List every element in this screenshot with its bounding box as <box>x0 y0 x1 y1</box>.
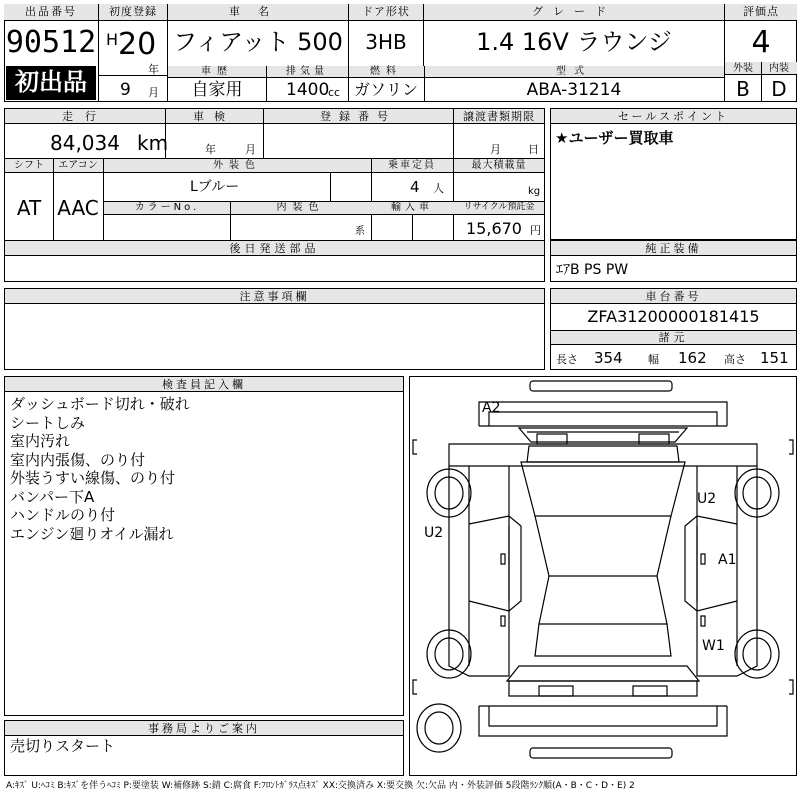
month-unit: 月 <box>148 86 159 99</box>
sales-points-text: ★ユーザー買取車 <box>555 129 674 147</box>
mark-left-side: U2 <box>424 525 444 541</box>
import-label: 輸入車 <box>391 202 433 213</box>
grade-header: グレード <box>424 4 724 21</box>
capacity: 4 <box>410 178 420 196</box>
inspector-lines <box>10 395 400 543</box>
width: 162 <box>678 349 707 367</box>
era: H <box>106 30 119 49</box>
door: 3HB <box>365 30 407 54</box>
mark-front: A2 <box>482 400 501 416</box>
max-load-unit: kg <box>528 186 541 197</box>
capacity-label: 乗車定員 <box>388 160 436 171</box>
interior-color-label: 内装色 <box>276 202 325 213</box>
mileage-label: 走行 <box>62 110 108 123</box>
office-header: 事務局よりご案内 <box>5 721 403 736</box>
mark-right-rear: W1 <box>702 638 725 654</box>
mark-right-side: A1 <box>718 552 737 568</box>
shift: AT <box>16 196 42 220</box>
office-text: 売切りスタート <box>10 737 116 755</box>
year-unit: 年 <box>148 63 159 76</box>
interior-label: 内装 <box>769 63 789 74</box>
height: 151 <box>760 349 789 367</box>
inspector-line: 室内汚れ <box>10 432 71 450</box>
score-header: 評価点 <box>725 4 797 21</box>
fuel-label: 燃料 <box>370 66 402 77</box>
inspection-month-unit: 月 <box>245 143 256 156</box>
length-label: 長さ <box>556 353 578 366</box>
transfer-label: 譲渡書類期限 <box>463 110 535 123</box>
recycle-label: リサイクル預託金 <box>463 202 535 212</box>
car-name: フィアット 500 <box>173 28 343 56</box>
inspector-line: エンジン廻りオイル漏れ <box>10 524 174 543</box>
inspector-line: ハンドルのり付 <box>10 506 116 524</box>
interior-grade: D <box>771 77 787 101</box>
shift-label: シフト <box>14 160 44 171</box>
first-reg-header: 初度登録 <box>99 4 167 21</box>
car-diagram <box>409 376 797 776</box>
later-parts-label: 後日発送部品 <box>229 242 320 255</box>
history-label: 車歴 <box>201 66 233 77</box>
sales-points-header: セールスポイント <box>551 109 796 124</box>
lot-no: 90512 <box>5 25 97 60</box>
recycle-unit: 円 <box>530 224 541 237</box>
height-label: 高さ <box>724 353 746 366</box>
mark-right-front: U2 <box>697 491 717 507</box>
max-load-label: 最大積載量 <box>471 160 527 171</box>
sales-points-box <box>550 108 797 240</box>
length: 354 <box>594 349 623 367</box>
equipment-header: 純正装備 <box>551 241 796 256</box>
legend: A:ｷｽﾞ U:ﾍｺﾐ B:ｷｽﾞを伴うﾍｺﾐ P:要塗装 W:補修跡 S:錆 C:腐食 F:ﾌﾛﾝﾄｶﾞﾗｽ点ｷｽﾞ XX:交換済み X:要交換 欠:欠品 内・外装評価 5段階ﾗﾝｸ順(A・B・C・D・E) 2 <box>6 781 635 791</box>
first-reg-year: 20 <box>118 27 157 62</box>
inspector-line: ダッシュボード切れ・破れ <box>10 395 190 413</box>
width-label: 幅 <box>648 353 659 366</box>
ac: AAC <box>57 196 99 220</box>
inspector-line: 室内内張傷、のり付 <box>10 450 146 469</box>
exterior-grade: B <box>736 77 750 101</box>
mileage: 84,034 <box>50 131 120 155</box>
notes-header: 注意事項欄 <box>5 289 544 304</box>
recycle: 15,670 <box>466 219 522 238</box>
dims-label: 諸元 <box>658 331 689 344</box>
reg-no-label: 登録番号 <box>320 110 396 123</box>
car-name-header: 車名 <box>168 4 348 21</box>
chassis-header: 車台番号 <box>551 289 796 304</box>
lot-no-label: 出品番号 <box>25 5 77 18</box>
transfer-month-unit: 月 <box>490 143 501 156</box>
score: 4 <box>751 25 771 60</box>
door-header: ドア形状 <box>349 4 423 21</box>
color-label: 外装色 <box>213 160 261 171</box>
transfer-day-unit: 日 <box>528 143 539 156</box>
inspection-year-unit: 年 <box>205 143 216 156</box>
displacement-label: 排気量 <box>286 66 328 77</box>
color-no-label: カラーNo. <box>134 202 200 213</box>
equipment-text: ｴｱB PS PW <box>556 262 629 278</box>
displacement: 1400 <box>286 80 330 100</box>
displacement-unit: cc <box>328 86 341 99</box>
chassis-number: ZFA31200000181415 <box>587 307 760 326</box>
color: Lブルー <box>190 179 240 195</box>
inspector-header: 検査員記入欄 <box>5 377 403 392</box>
interior-color-unit: 系 <box>355 226 365 237</box>
inspector-line: バンパー下A <box>10 487 95 506</box>
capacity-unit: 人 <box>433 182 444 195</box>
model-label: 型式 <box>556 66 592 77</box>
model: ABA-31214 <box>526 80 622 100</box>
first-reg-month: 9 <box>120 80 131 100</box>
history: 自家用 <box>191 80 243 100</box>
inspector-line: 外装うすい線傷、のり付 <box>10 469 176 487</box>
inspection-label: 車検 <box>193 110 235 123</box>
mileage-unit: km <box>137 131 169 155</box>
inspector-line: シートしみ <box>10 413 86 432</box>
grade: 1.4 16V ラウンジ <box>476 28 672 56</box>
fuel: ガソリン <box>353 80 418 99</box>
ac-label: エアコン <box>58 160 98 171</box>
exterior-label: 外装 <box>733 63 753 74</box>
first-listing-text: 初出品 <box>15 68 87 96</box>
